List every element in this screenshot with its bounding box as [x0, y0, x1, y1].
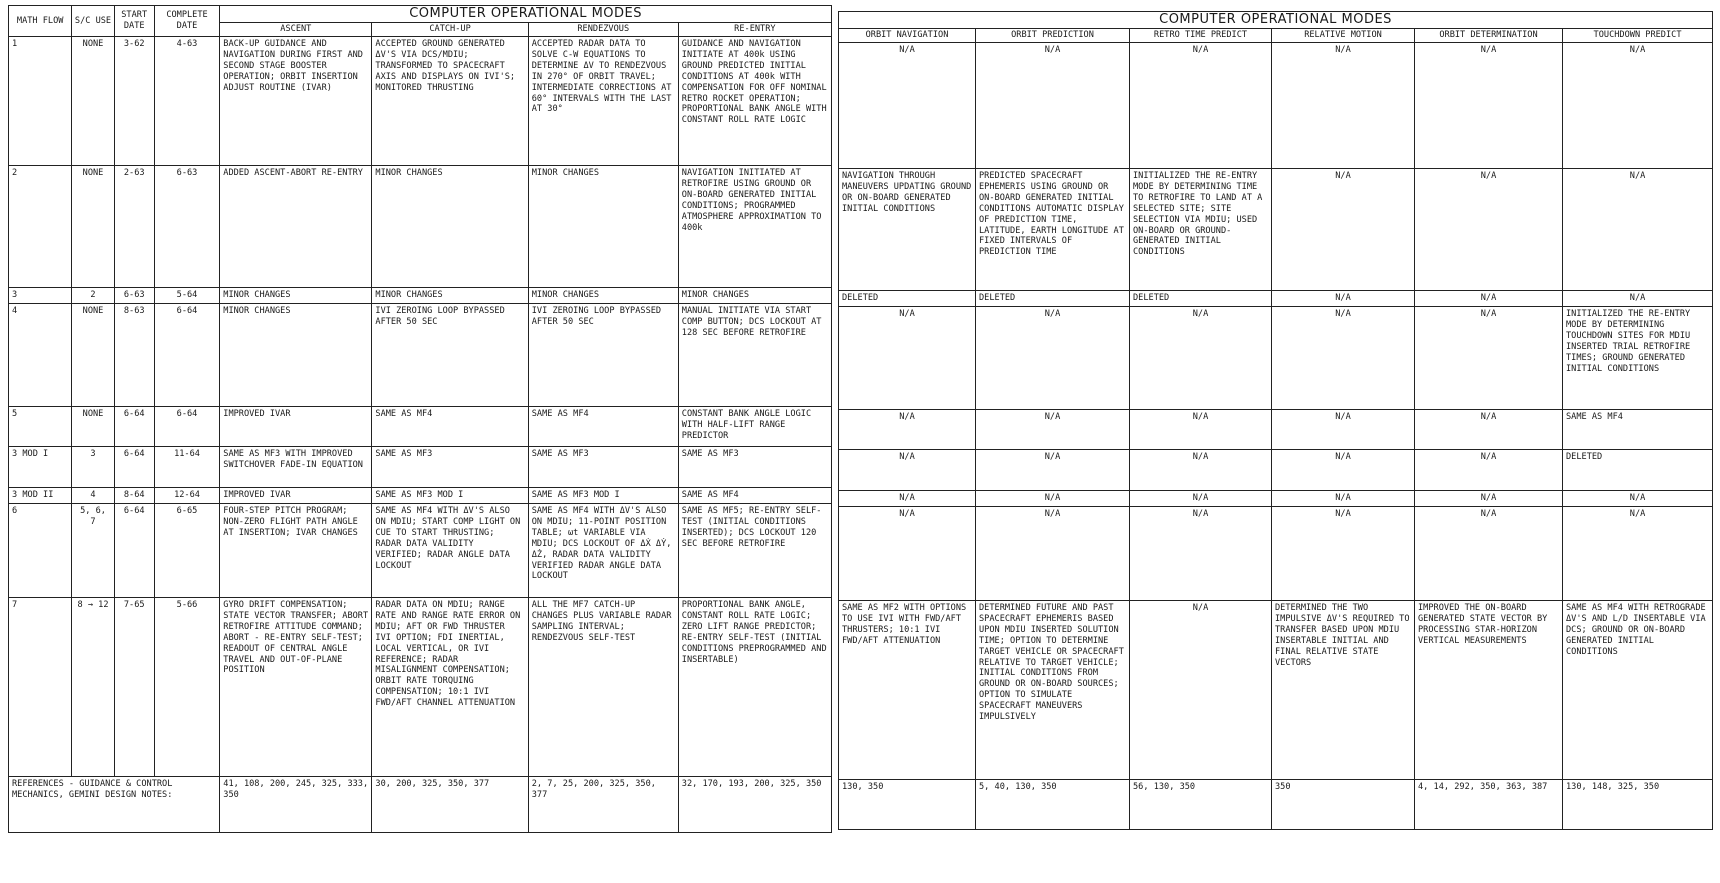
header-mode-catch-up: CATCH-UP: [372, 23, 528, 37]
orbit-determination-cell: IMPROVED THE ON-BOARD GENERATED STATE VECTOR BY PROCESSING STAR-HORIZON VERTICAL MEASUREMENTS: [1415, 601, 1563, 780]
ascent-cell: ADDED ASCENT-ABORT RE-ENTRY: [220, 166, 372, 288]
table-row: [9, 166, 832, 288]
orbit-prediction-cell: N/A: [976, 307, 1130, 410]
retro-time-predict-cell: N/A: [1130, 601, 1272, 780]
retro-time-predict-cell: INITIALIZED THE RE-ENTRY MODE BY DETERMINING TIME TO RETROFIRE TO LAND AT A SELECTED SITE; SITE SELECTION VIA MDIU; USED ON-BOARD OR GROUND-GENERATED INITIAL CONDITIONS: [1130, 169, 1272, 291]
orbit-determination-cell: N/A: [1415, 507, 1563, 601]
re-entry-cell: MINOR CHANGES: [678, 288, 831, 304]
header-mode-orbit-navigation: ORBIT NAVIGATION: [839, 29, 976, 43]
complete-date-cell: 6-63: [154, 166, 220, 288]
sc-use-cell: NONE: [72, 166, 114, 288]
re-entry-cell: CONSTANT BANK ANGLE LOGIC WITH HALF-LIFT RANGE PREDICTOR: [678, 407, 831, 447]
reference-cell: 350: [1272, 780, 1415, 830]
reference-cell: 56, 130, 350: [1130, 780, 1272, 830]
sc-use-cell: NONE: [72, 37, 114, 166]
orbit-determination-cell: N/A: [1415, 43, 1563, 169]
orbit-determination-cell: N/A: [1415, 291, 1563, 307]
complete-date-cell: 12-64: [154, 488, 220, 504]
relative-motion-cell: DETERMINED THE TWO IMPULSIVE ΔV'S REQUIRED TO TRANSFER BASED UPON MDIU INSERTABLE INITIAL AND FINAL RELATIVE STATE VECTORS: [1272, 601, 1415, 780]
table-row: [9, 288, 832, 304]
reference-cell: 30, 200, 325, 350, 377: [372, 777, 528, 833]
left-table-panel: [8, 5, 832, 833]
orbit-prediction-cell: N/A: [976, 410, 1130, 450]
ascent-cell: IMPROVED IVAR: [220, 407, 372, 447]
start-date-cell: 7-65: [114, 598, 154, 777]
retro-time-predict-cell: N/A: [1130, 507, 1272, 601]
orbit-determination-cell: N/A: [1415, 491, 1563, 507]
relative-motion-cell: N/A: [1272, 410, 1415, 450]
rendezvous-cell: SAME AS MF3 MOD I: [528, 488, 678, 504]
header-sc-use: S/C USE: [72, 6, 114, 37]
retro-time-predict-cell: N/A: [1130, 410, 1272, 450]
table-row: [839, 410, 1713, 450]
catch-up-cell: SAME AS MF4 WITH ΔV'S ALSO ON MDIU; START COMP LIGHT ON CUE TO START THRUSTING; RADAR DATA VALIDITY VERIFIED; RADAR ANGLE DATA LOCKOUT: [372, 504, 528, 598]
retro-time-predict-cell: DELETED: [1130, 291, 1272, 307]
catch-up-cell: SAME AS MF3 MOD I: [372, 488, 528, 504]
table-row: [9, 447, 832, 488]
relative-motion-cell: N/A: [1272, 507, 1415, 601]
sc-use-cell: 8 → 12: [72, 598, 114, 777]
sc-use-cell: 2: [72, 288, 114, 304]
touchdown-predict-cell: N/A: [1563, 169, 1713, 291]
orbit-navigation-cell: N/A: [839, 43, 976, 169]
complete-date-cell: 11-64: [154, 447, 220, 488]
header-math-flow: MATH FLOW: [9, 6, 72, 37]
orbit-prediction-cell: PREDICTED SPACECRAFT EPHEMERIS USING GROUND OR ON-BOARD GENERATED INITIAL CONDITIONS AUTOMATIC DISPLAY OF PREDICTION TIME, LATITUDE, EARTH LONGITUDE AT FIXED INTERVALS OF PREDICTION TIME: [976, 169, 1130, 291]
table-row: [839, 169, 1713, 291]
reference-cell: 130, 350: [839, 780, 976, 830]
relative-motion-cell: N/A: [1272, 450, 1415, 491]
rendezvous-cell: MINOR CHANGES: [528, 288, 678, 304]
retro-time-predict-cell: N/A: [1130, 491, 1272, 507]
table-row: [839, 307, 1713, 410]
touchdown-predict-cell: N/A: [1563, 291, 1713, 307]
re-entry-cell: PROPORTIONAL BANK ANGLE, CONSTANT ROLL RATE LOGIC; ZERO LIFT RANGE PREDICTOR; RE-ENTRY SELF-TEST (INITIAL CONDITIONS PREPROGRAMMED AND INSERTABLE): [678, 598, 831, 777]
sc-use-cell: 5, 6, 7: [72, 504, 114, 598]
rendezvous-cell: IVI ZEROING LOOP BYPASSED AFTER 50 SEC: [528, 304, 678, 407]
table-row: [839, 601, 1713, 780]
rendezvous-cell: ALL THE MF7 CATCH-UP CHANGES PLUS VARIABLE RADAR SAMPLING INTERVAL; RENDEZVOUS SELF-TEST: [528, 598, 678, 777]
ascent-cell: MINOR CHANGES: [220, 288, 372, 304]
math-flow-cell: 3 MOD I: [9, 447, 72, 488]
rendezvous-cell: SAME AS MF4 WITH ΔV'S ALSO ON MDIU; 11-POINT POSITION TABLE; ωt VARIABLE VIA MDIU; DCS LOCKOUT OF ΔẊ ΔẎ, ΔŻ, RADAR DATA VALIDITY VERIFIED RADAR ANGLE DATA LOCKOUT: [528, 504, 678, 598]
ascent-cell: GYRO DRIFT COMPENSATION; STATE VECTOR TRANSFER; ABORT RETROFIRE ATTITUDE COMMAND; ABORT - RE-ENTRY SELF-TEST; READOUT OF CENTRAL ANGLE TRAVEL AND OUT-OF-PLANE POSITION: [220, 598, 372, 777]
retro-time-predict-cell: N/A: [1130, 43, 1272, 169]
touchdown-predict-cell: DELETED: [1563, 450, 1713, 491]
catch-up-cell: IVI ZEROING LOOP BYPASSED AFTER 50 SEC: [372, 304, 528, 407]
math-flow-cell: 2: [9, 166, 72, 288]
ascent-cell: BACK-UP GUIDANCE AND NAVIGATION DURING FIRST AND SECOND STAGE BOOSTER OPERATION; ORBIT INSERTION ADJUST ROUTINE (IVAR): [220, 37, 372, 166]
table-row: [839, 291, 1713, 307]
header-mode-rendezvous: RENDEZVOUS: [528, 23, 678, 37]
sc-use-cell: 3: [72, 447, 114, 488]
reference-cell: 130, 148, 325, 350: [1563, 780, 1713, 830]
orbit-prediction-cell: N/A: [976, 450, 1130, 491]
touchdown-predict-cell: INITIALIZED THE RE-ENTRY MODE BY DETERMINING TOUCHDOWN SITES FOR MDIU INSERTED TRIAL RETROFIRE TIMES; GROUND GENERATED INITIAL CONDITIONS: [1563, 307, 1713, 410]
relative-motion-cell: N/A: [1272, 291, 1415, 307]
math-flow-cell: 3 MOD II: [9, 488, 72, 504]
start-date-cell: 6-63: [114, 288, 154, 304]
ascent-cell: MINOR CHANGES: [220, 304, 372, 407]
start-date-cell: 6-64: [114, 504, 154, 598]
left-band-title: COMPUTER OPERATIONAL MODES: [220, 6, 832, 23]
references-row: [839, 780, 1713, 830]
touchdown-predict-cell: N/A: [1563, 507, 1713, 601]
orbit-prediction-cell: N/A: [976, 507, 1130, 601]
header-mode-retro-time-predict: RETRO TIME PREDICT: [1130, 29, 1272, 43]
re-entry-cell: NAVIGATION INITIATED AT RETROFIRE USING GROUND OR ON-BOARD GENERATED INITIAL CONDITIONS; PROGRAMMED ATMOSPHERE APPROXIMATION TO 400k: [678, 166, 831, 288]
re-entry-cell: MANUAL INITIATE VIA START COMP BUTTON; DCS LOCKOUT AT 128 SEC BEFORE RETROFIRE: [678, 304, 831, 407]
header-complete-date: COMPLETE DATE: [154, 6, 220, 37]
math-flow-cell: 5: [9, 407, 72, 447]
math-flow-cell: 4: [9, 304, 72, 407]
header-mode-relative-motion: RELATIVE MOTION: [1272, 29, 1415, 43]
orbit-navigation-cell: N/A: [839, 410, 976, 450]
complete-date-cell: 5-64: [154, 288, 220, 304]
math-flow-cell: 3: [9, 288, 72, 304]
orbit-determination-cell: N/A: [1415, 169, 1563, 291]
retro-time-predict-cell: N/A: [1130, 450, 1272, 491]
table-row: [839, 491, 1713, 507]
complete-date-cell: 4-63: [154, 37, 220, 166]
start-date-cell: 8-63: [114, 304, 154, 407]
orbit-determination-cell: N/A: [1415, 450, 1563, 491]
touchdown-predict-cell: N/A: [1563, 43, 1713, 169]
math-flow-cell: 7: [9, 598, 72, 777]
right-band-title: COMPUTER OPERATIONAL MODES: [839, 12, 1713, 29]
header-mode-re-entry: RE-ENTRY: [678, 23, 831, 37]
table-row: [839, 450, 1713, 491]
relative-motion-cell: N/A: [1272, 169, 1415, 291]
orbit-prediction-cell: N/A: [976, 491, 1130, 507]
complete-date-cell: 6-64: [154, 407, 220, 447]
orbit-prediction-cell: N/A: [976, 43, 1130, 169]
complete-date-cell: 6-64: [154, 304, 220, 407]
references-row: [9, 777, 832, 833]
orbit-prediction-cell: DETERMINED FUTURE AND PAST SPACECRAFT EPHEMERIS BASED UPON MDIU INSERTED SOLUTION TIME; OPTION TO DETERMINE TARGET VEHICLE OR SPACECRAFT RELATIVE TO TARGET VEHICLE; INITIAL CONDITIONS FROM GROUND OR ON-BOARD SOURCES; OPTION TO SIMULATE SPACECRAFT MANEUVERS IMPULSIVELY: [976, 601, 1130, 780]
orbit-navigation-cell: DELETED: [839, 291, 976, 307]
table-row: [9, 598, 832, 777]
rendezvous-cell: ACCEPTED RADAR DATA TO SOLVE C-W EQUATIONS TO DETERMINE ΔV TO RENDEZVOUS IN 270° OF ORBIT TRAVEL; INTERMEDIATE CORRECTIONS AT 60° INTERVALS WITH THE LAST AT 30°: [528, 37, 678, 166]
touchdown-predict-cell: SAME AS MF4: [1563, 410, 1713, 450]
ascent-cell: FOUR-STEP PITCH PROGRAM; NON-ZERO FLIGHT PATH ANGLE AT INSERTION; IVAR CHANGES: [220, 504, 372, 598]
reference-cell: 2, 7, 25, 200, 325, 350, 377: [528, 777, 678, 833]
touchdown-predict-cell: SAME AS MF4 WITH RETROGRADE ΔV'S AND L/D INSERTABLE VIA DCS; GROUND OR ON-BOARD GENERATED INITIAL CONDITIONS: [1563, 601, 1713, 780]
relative-motion-cell: N/A: [1272, 491, 1415, 507]
rendezvous-cell: SAME AS MF4: [528, 407, 678, 447]
re-entry-cell: SAME AS MF5; RE-ENTRY SELF-TEST (INITIAL CONDITIONS INSERTED); DCS LOCKOUT 120 SEC BEFORE RETROFIRE: [678, 504, 831, 598]
reference-cell: 41, 108, 200, 245, 325, 333, 350: [220, 777, 372, 833]
right-table-panel: [838, 11, 1712, 830]
header-mode-orbit-prediction: ORBIT PREDICTION: [976, 29, 1130, 43]
table-row: [9, 407, 832, 447]
catch-up-cell: MINOR CHANGES: [372, 288, 528, 304]
touchdown-predict-cell: N/A: [1563, 491, 1713, 507]
sc-use-cell: NONE: [72, 407, 114, 447]
header-start-date: START DATE: [114, 6, 154, 37]
table-row: [9, 304, 832, 407]
orbit-prediction-cell: DELETED: [976, 291, 1130, 307]
rendezvous-cell: SAME AS MF3: [528, 447, 678, 488]
header-mode-ascent: ASCENT: [220, 23, 372, 37]
math-flow-cell: 1: [9, 37, 72, 166]
start-date-cell: 3-62: [114, 37, 154, 166]
left-operational-modes-table: [8, 5, 832, 833]
orbit-determination-cell: N/A: [1415, 410, 1563, 450]
rendezvous-cell: MINOR CHANGES: [528, 166, 678, 288]
header-mode-orbit-determination: ORBIT DETERMINATION: [1415, 29, 1563, 43]
start-date-cell: 2-63: [114, 166, 154, 288]
orbit-navigation-cell: N/A: [839, 507, 976, 601]
header-mode-touchdown-predict: TOUCHDOWN PREDICT: [1563, 29, 1713, 43]
right-operational-modes-table: [838, 11, 1713, 830]
ascent-cell: SAME AS MF3 WITH IMPROVED SWITCHOVER FADE-IN EQUATION: [220, 447, 372, 488]
re-entry-cell: GUIDANCE AND NAVIGATION INITIATE AT 400k USING GROUND PREDICTED INITIAL CONDITIONS AT 400k WITH COMPENSATION FOR OFF NOMINAL RETRO ROCKET OPERATION; PROPORTIONAL BANK ANGLE WITH CONSTANT ROLL RATE LOGIC: [678, 37, 831, 166]
orbit-navigation-cell: NAVIGATION THROUGH MANEUVERS UPDATING GROUND OR ON-BOARD GENERATED INITIAL CONDITIONS: [839, 169, 976, 291]
relative-motion-cell: N/A: [1272, 43, 1415, 169]
start-date-cell: 8-64: [114, 488, 154, 504]
sc-use-cell: NONE: [72, 304, 114, 407]
orbit-navigation-cell: N/A: [839, 307, 976, 410]
catch-up-cell: RADAR DATA ON MDIU; RANGE RATE AND RANGE RATE ERROR ON MDIU; AFT OR FWD THRUSTER IVI OPTION; FDI INERTIAL, LOCAL VERTICAL, OR IVI REFERENCE; RADAR MISALIGNMENT COMPENSATION; ORBIT RATE TORQUING COMPENSATION; 10:1 IVI FWD/AFT CHANNEL ATTENUATION: [372, 598, 528, 777]
orbit-navigation-cell: SAME AS MF2 WITH OPTIONS TO USE IVI WITH FWD/AFT THRUSTERS; 10:1 IVI FWD/AFT ATTENUATION: [839, 601, 976, 780]
complete-date-cell: 6-65: [154, 504, 220, 598]
math-flow-cell: 6: [9, 504, 72, 598]
reference-cell: 32, 170, 193, 200, 325, 350: [678, 777, 831, 833]
references-label: REFERENCES - GUIDANCE & CONTROL MECHANICS, GEMINI DESIGN NOTES:: [9, 777, 220, 833]
reference-cell: 4, 14, 292, 350, 363, 387: [1415, 780, 1563, 830]
relative-motion-cell: N/A: [1272, 307, 1415, 410]
catch-up-cell: SAME AS MF3: [372, 447, 528, 488]
orbit-navigation-cell: N/A: [839, 450, 976, 491]
sc-use-cell: 4: [72, 488, 114, 504]
retro-time-predict-cell: N/A: [1130, 307, 1272, 410]
orbit-navigation-cell: N/A: [839, 491, 976, 507]
table-row: [839, 43, 1713, 169]
ascent-cell: IMPROVED IVAR: [220, 488, 372, 504]
start-date-cell: 6-64: [114, 447, 154, 488]
catch-up-cell: SAME AS MF4: [372, 407, 528, 447]
catch-up-cell: ACCEPTED GROUND GENERATED ΔV'S VIA DCS/MDIU; TRANSFORMED TO SPACECRAFT AXIS AND DISPLAYS ON IVI'S; MONITORED THRUSTING: [372, 37, 528, 166]
re-entry-cell: SAME AS MF4: [678, 488, 831, 504]
table-row: [9, 37, 832, 166]
table-row: [839, 507, 1713, 601]
table-row: [9, 504, 832, 598]
reference-cell: 5, 40, 130, 350: [976, 780, 1130, 830]
start-date-cell: 6-64: [114, 407, 154, 447]
complete-date-cell: 5-66: [154, 598, 220, 777]
orbit-determination-cell: N/A: [1415, 307, 1563, 410]
re-entry-cell: SAME AS MF3: [678, 447, 831, 488]
catch-up-cell: MINOR CHANGES: [372, 166, 528, 288]
table-row: [9, 488, 832, 504]
